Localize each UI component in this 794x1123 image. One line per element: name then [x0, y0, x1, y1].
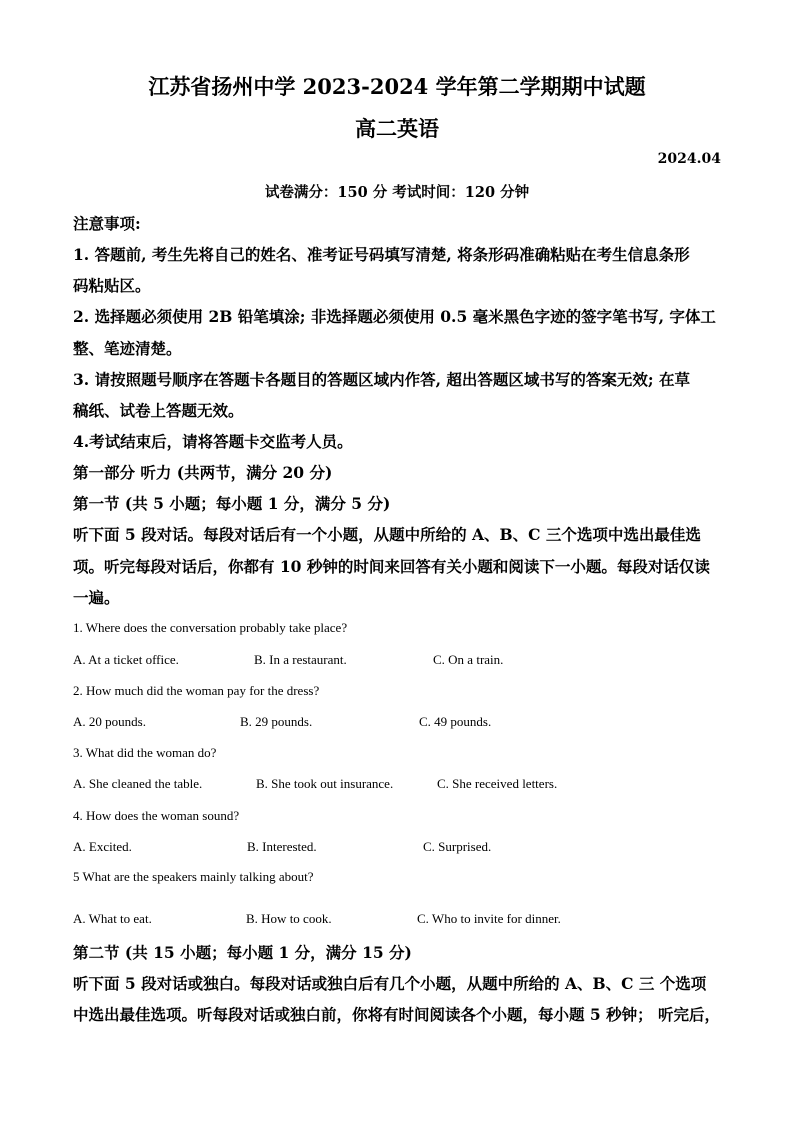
notice-item-1-line-1: 1. 答题前, 考生先将自己的姓名、准考证号码填写清楚, 将条形码准确粘贴在考生信息条形: [73, 245, 690, 264]
notice-item-2-line-2: 整、笔迹清楚。: [73, 339, 182, 358]
notice-item-4: 4.考试结束后，请将答题卡交监考人员。: [73, 432, 353, 451]
question-3-stem: 3. What did the woman do?: [73, 745, 217, 760]
question-4-option-a: A. Excited.: [73, 839, 132, 854]
question-2-option-c: C. 49 pounds.: [419, 714, 492, 729]
question-5-option-c: C. Who to invite for dinner.: [417, 911, 561, 926]
notice-item-3-line-1: 3. 请按照题号顺序在答题卡各题目的答题区域内作答, 超出答题区域书写的答案无效; 在草: [73, 370, 690, 389]
notice-item-1-line-2: 码粘贴区。: [73, 276, 151, 295]
section2-instruction-line-1: 听下面 5 段对话或独白。每段对话或独白后有几个小题，从题中所给的 A、B、C 三 个选项: [73, 974, 707, 993]
exam-subtitle: 高二英语: [355, 116, 439, 141]
notice-item-2-line-1: 2. 选择题必须使用 2B 铅笔填涂; 非选择题必须使用 0.5 毫米黑色字迹的签字笔书写, 字体工: [73, 307, 716, 326]
notice-heading: 注意事项:: [73, 214, 141, 233]
question-5-stem: 5 What are the speakers mainly talking about?: [73, 869, 314, 884]
question-4-option-c: C. Surprised.: [423, 839, 492, 854]
part1-heading: 第一部分 听力 (共两节，满分 20 分): [73, 463, 333, 482]
exam-title: 江苏省扬州中学 2023-2024 学年第二学期期中试题: [148, 74, 646, 99]
exam-info: 试卷满分：150 分 考试时间：120 分钟: [264, 184, 530, 201]
question-1-option-c: C. On a train.: [433, 652, 504, 667]
exam-date: 2024.04: [657, 151, 721, 167]
question-2-option-b: B. 29 pounds.: [240, 714, 313, 729]
question-1-stem: 1. Where does the conversation probably take place?: [73, 620, 348, 635]
notice-item-3-line-2: 稿纸、试卷上答题无效。: [73, 401, 244, 420]
question-2-stem: 2. How much did the woman pay for the dress?: [73, 683, 320, 698]
question-5-option-a: A. What to eat.: [73, 911, 152, 926]
question-1-option-a: A. At a ticket office.: [73, 652, 179, 667]
section1-instruction-line-2: 项。听完每段对话后，你都有 10 秒钟的时间来回答有关小题和阅读下一小题。每段对话仅读: [73, 557, 710, 576]
question-5-option-b: B. How to cook.: [246, 911, 332, 926]
question-3-option-a: A. She cleaned the table.: [73, 776, 203, 791]
question-3-option-c: C. She received letters.: [437, 776, 558, 791]
section1-instruction-line-3: 一遍。: [73, 588, 120, 607]
question-1-option-b: B. In a restaurant.: [254, 652, 347, 667]
question-4-option-b: B. Interested.: [247, 839, 317, 854]
section1-heading: 第一节 (共 5 小题；每小题 1 分，满分 5 分): [73, 494, 391, 513]
question-2-option-a: A. 20 pounds.: [73, 714, 146, 729]
section1-instruction-line-1: 听下面 5 段对话。每段对话后有一个小题，从题中所给的 A、B、C 三个选项中选出最佳选: [73, 525, 701, 544]
question-3-option-b: B. She took out insurance.: [256, 776, 394, 791]
question-4-stem: 4. How does the woman sound?: [73, 808, 240, 823]
section2-heading: 第二节 (共 15 小题；每小题 1 分，满分 15 分): [73, 943, 412, 962]
section2-instruction-line-2: 中选出最佳选项。听每段对话或独白前，你将有时间阅读各个小题，每小题 5 秒钟； 听完后，: [73, 1005, 720, 1024]
